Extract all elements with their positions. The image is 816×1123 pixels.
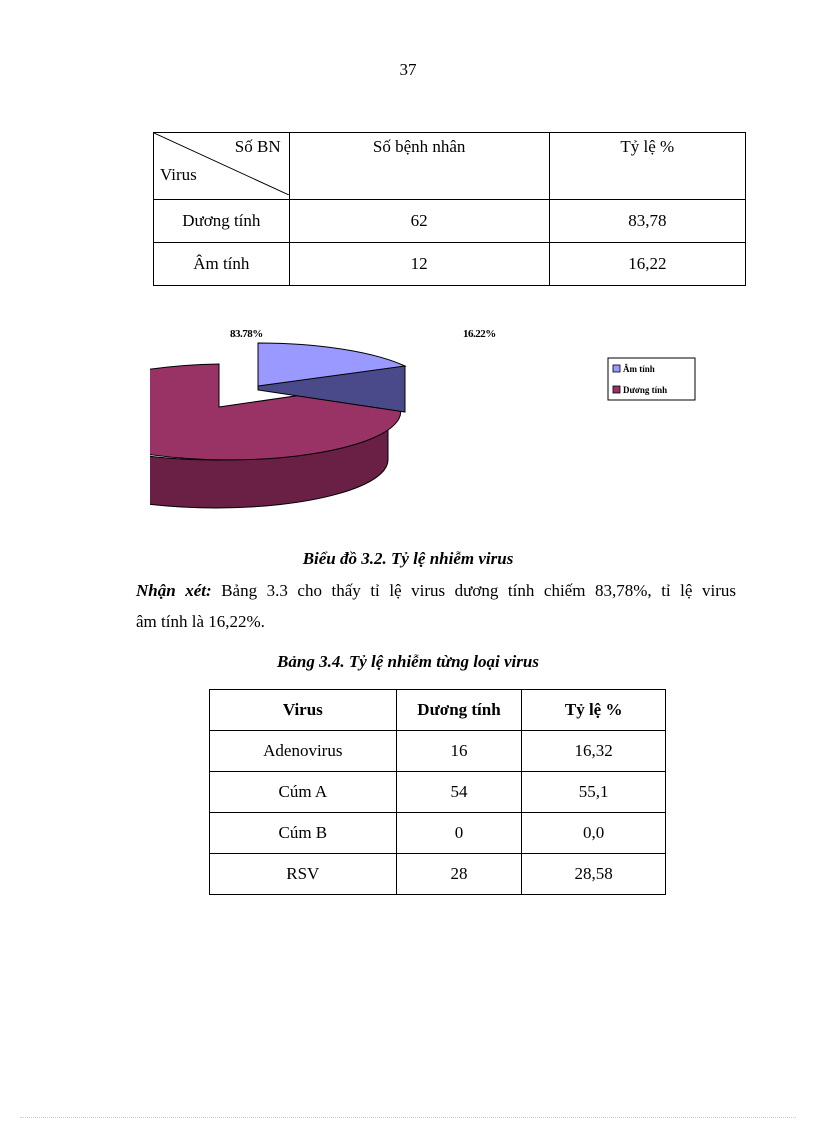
legend-swatch-am-tinh	[613, 365, 620, 372]
header-cell: Số bệnh nhân	[289, 133, 549, 200]
diag-label-bottom: Virus	[160, 165, 197, 184]
remark-text-1: Bảng 3.3 cho thấy tỉ lệ virus dương tính chiếm 83,78%, tỉ lệ virus	[211, 581, 736, 600]
header-cell: Dương tính	[396, 690, 522, 731]
data-label-am-tinh: 16.22%	[463, 328, 496, 340]
table-row	[210, 854, 666, 895]
table-cell: 28,58	[522, 854, 666, 895]
table-virus-types	[209, 689, 666, 895]
header-cell: Tỷ lệ %	[522, 690, 666, 731]
table-row	[210, 813, 666, 854]
diag-label-top: Số BN	[234, 137, 281, 156]
chart-legend	[608, 358, 695, 400]
header-cell: Tỷ lệ %	[549, 133, 745, 200]
legend-swatch-duong-tinh	[613, 386, 620, 393]
table-cell: 83,78	[549, 200, 745, 243]
remark-paragraph	[136, 575, 736, 637]
table-cell: Dương tính	[154, 200, 290, 243]
table-row	[210, 772, 666, 813]
table-row	[154, 243, 746, 286]
header-cell: Virus	[210, 690, 397, 731]
table-cell: Cúm B	[210, 813, 397, 854]
data-label-duong-tinh: 83.78%	[230, 328, 263, 340]
table-row	[210, 731, 666, 772]
pie-chart	[150, 320, 710, 510]
table-cell: 0	[396, 813, 522, 854]
legend-label-duong-tinh: Dương tính	[623, 385, 668, 395]
table-header-row	[210, 690, 666, 731]
table-cell: 28	[396, 854, 522, 895]
table-row	[154, 200, 746, 243]
table-cell: Adenovirus	[210, 731, 397, 772]
table-cell: Âm tính	[154, 243, 290, 286]
remark-text-2: âm tính là 16,22%.	[136, 612, 265, 631]
table-cell: Cúm A	[210, 772, 397, 813]
diagonal-header-cell	[154, 133, 290, 200]
table-cell: 12	[289, 243, 549, 286]
table-cell: 0,0	[522, 813, 666, 854]
remark-lead: Nhận xét:	[136, 581, 212, 600]
table-cell: 16	[396, 731, 522, 772]
table-cell: 55,1	[522, 772, 666, 813]
table-cell: 62	[289, 200, 549, 243]
page-number: 37	[399, 60, 417, 79]
table-cell: 16,22	[549, 243, 745, 286]
table-cell: RSV	[210, 854, 397, 895]
legend-label-am-tinh: Âm tính	[623, 364, 655, 374]
table2-caption: Bảng 3.4. Tỷ lệ nhiễm từng loại virus	[277, 652, 539, 671]
table-cell: 54	[396, 772, 522, 813]
table-virus-result	[153, 132, 746, 286]
table-cell: 16,32	[522, 731, 666, 772]
page-bottom-rule	[20, 1117, 796, 1118]
table-header-row	[154, 133, 746, 200]
chart-caption: Biểu đồ 3.2. Tỷ lệ nhiễm virus	[302, 549, 514, 568]
